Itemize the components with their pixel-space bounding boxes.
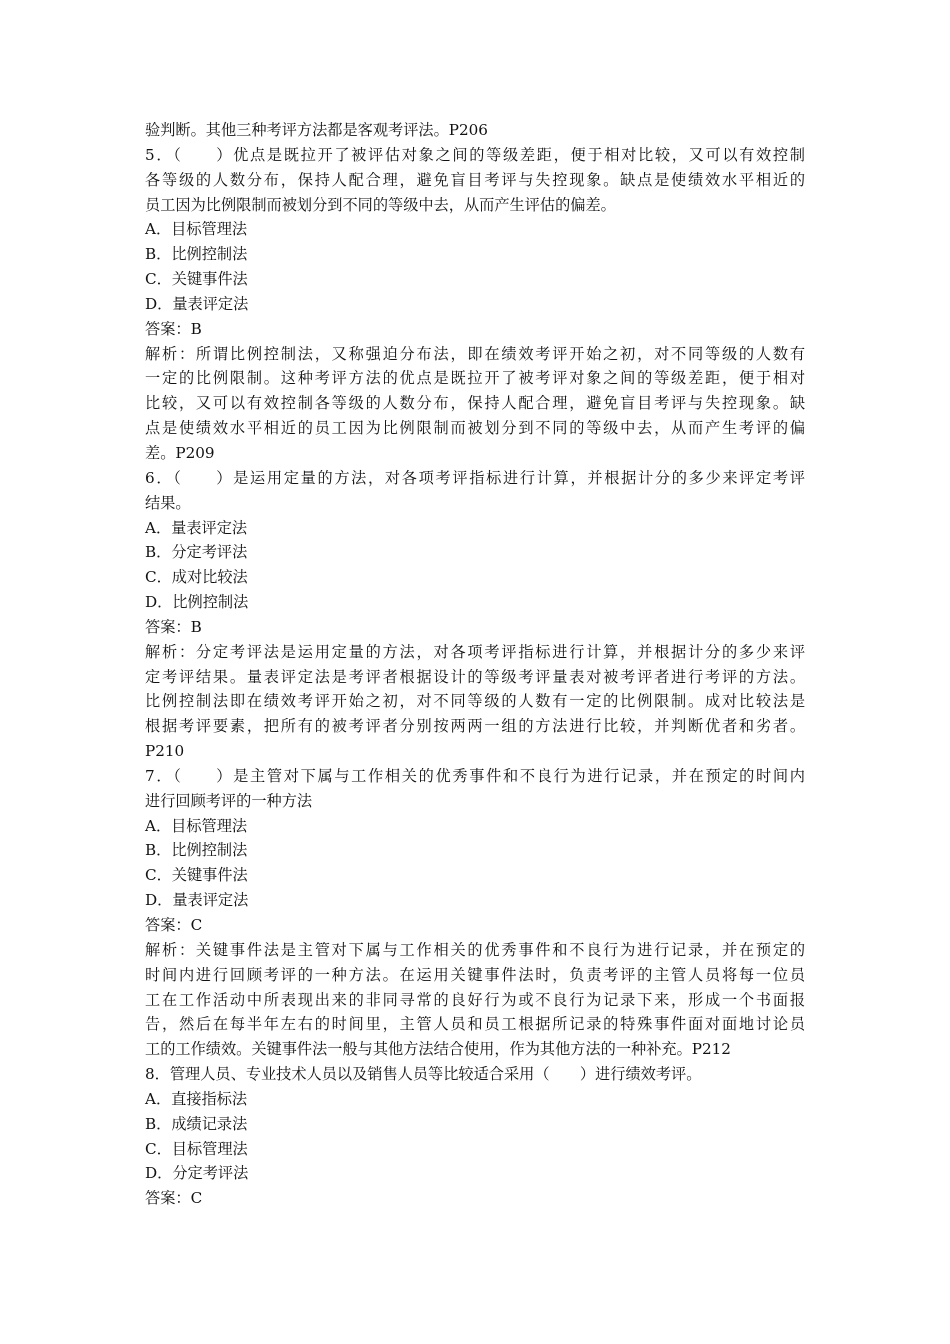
text-line: 一定的比例限制。这种考评方法的优点是既拉开了被考评对象之间的等级差距，便于相对 <box>145 369 805 388</box>
option-c: C．目标管理法 <box>145 1139 248 1158</box>
document-page <box>145 118 805 1211</box>
text-line: 结果。 <box>145 493 191 512</box>
answer: 答案：C <box>145 1189 203 1208</box>
text-line: 各等级的人数分布，保持人配合理，避免盲目考评与失控现象。缺点是使绩效水平相近的 <box>145 170 805 189</box>
text-line: 比例控制法即在绩效考评开始之初，对不同等级的人数有一定的比例限制。成对比较法是 <box>145 692 805 711</box>
option-d: D．量表评定法 <box>145 294 249 313</box>
answer: 答案：C <box>145 916 203 934</box>
text-line: P210 <box>145 742 185 761</box>
question-8-stem: 8．管理人员、专业技术人员以及销售人员等比较适合采用（ ）进行绩效考评。 <box>145 1065 702 1084</box>
text-line: 员工因为比例限制而被划分到不同的等级中去，从而产生评估的偏差。 <box>145 195 616 214</box>
text-line: 工的工作绩效。关键事件法一般与其他方法结合使用，作为其他方法的一种补充。P212 <box>145 1040 731 1059</box>
explanation: 解析：所谓比例控制法，又称强迫分布法，即在绩效考评开始之初，对不同等级的人数有 <box>145 344 805 363</box>
text-line: 告，然后在每半年左右的时间里，主管人员和员工根据所记录的特殊事件面对面地讨论员 <box>145 1015 805 1034</box>
option-b: B．成绩记录法 <box>145 1114 248 1133</box>
answer: 答案：B <box>145 617 202 636</box>
option-b: B．分定考评法 <box>145 543 248 562</box>
text-line: 根据考评要素，把所有的被考评者分别按两两一组的方法进行比较，并判断优者和劣者。 <box>145 717 805 736</box>
option-d: D．分定考评法 <box>145 1164 249 1183</box>
explanation: 解析：关键事件法是主管对下属与工作相关的优秀事件和不良行为进行记录，并在预定的 <box>145 940 805 959</box>
answer: 答案：B <box>145 319 202 338</box>
option-c: C．成对比较法 <box>145 568 248 587</box>
text-line: 验判断。其他三种考评方法都是客观考评法。P206 <box>145 121 488 139</box>
question-5-stem: 5．（ ）优点是既拉开了被评估对象之间的等级差距，便于相对比较，又可以有效控制 <box>145 145 805 164</box>
option-b: B．比例控制法 <box>145 245 248 264</box>
option-c: C．关键事件法 <box>145 866 248 885</box>
text-line: 进行回顾考评的一种方法 <box>145 791 313 810</box>
option-c: C．关键事件法 <box>145 270 248 289</box>
text-line: 点是使绩效水平相近的员工因为比例限制而被划分到不同的等级中去，从而产生考评的偏 <box>145 419 805 438</box>
option-b: B．比例控制法 <box>145 841 248 860</box>
explanation: 解析：分定考评法是运用定量的方法，对各项考评指标进行计算，并根据计分的多少来评 <box>145 642 805 661</box>
text-line: 定考评结果。量表评定法是考评者根据设计的等级考评量表对被考评者进行考评的方法。 <box>145 667 805 686</box>
option-a: A．目标管理法 <box>145 220 248 239</box>
text-line: 工在工作活动中所表现出来的非同寻常的良好行为或不良行为记录下来，形成一个书面报 <box>145 990 805 1009</box>
option-a: A．量表评定法 <box>145 518 248 537</box>
question-7-stem: 7．（ ）是主管对下属与工作相关的优秀事件和不良行为进行记录，并在预定的时间内 <box>145 766 805 785</box>
question-6-stem: 6．（ ）是运用定量的方法，对各项考评指标进行计算，并根据计分的多少来评定考评 <box>145 468 805 487</box>
text-line: 比较，又可以有效控制各等级的人数分布，保持人配合理，避免盲目考评与失控现象。缺 <box>145 394 805 413</box>
text-line: 时间内进行回顾考评的一种方法。在运用关键事件法时，负责考评的主管人员将每一位员 <box>145 965 805 984</box>
option-d: D．比例控制法 <box>145 593 249 612</box>
option-a: A．直接指标法 <box>145 1089 248 1108</box>
option-d: D．量表评定法 <box>145 891 249 910</box>
option-a: A．目标管理法 <box>145 816 248 835</box>
text-line: 差。P209 <box>145 443 215 462</box>
